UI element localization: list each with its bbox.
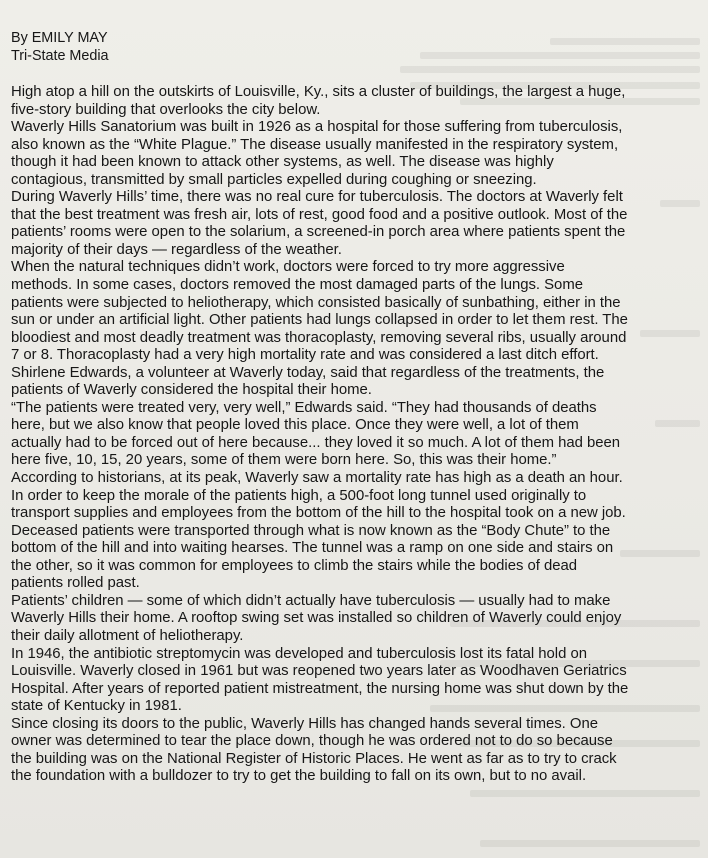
paragraph-line: According to historians, at its peak, Waverly saw a mortality rate has high as a death an hour. bbox=[11, 470, 623, 487]
article-paragraph bbox=[11, 593, 701, 646]
paragraph-line: that the best treatment was fresh air, lots of rest, good food and a positive outlook. Most of the bbox=[11, 206, 628, 223]
paragraph-line: Patients’ children — some of which didn’t actually have tuberculosis — usually had to make bbox=[11, 592, 611, 609]
paragraph-line: During Waverly Hills’ time, there was no real cure for tuberculosis. The doctors at Waverly felt bbox=[11, 189, 623, 206]
article-paragraph bbox=[11, 646, 701, 716]
byline-outlet: Tri-State Media bbox=[11, 47, 109, 64]
article-paragraph bbox=[11, 119, 701, 189]
paragraph-line: majority of their days — regardless of the weather. bbox=[11, 241, 342, 258]
paragraph-line: Waverly Hills their home. A rooftop swing set was installed so children of Waverly could enjoy bbox=[11, 610, 622, 627]
article-body bbox=[11, 84, 701, 786]
article-paragraph bbox=[11, 716, 701, 786]
paragraph-line: actually had to be forced out of here because... they loved it so much. A lot of them had been bbox=[11, 434, 621, 451]
paragraph-line: sun or under an artificial light. Other patients had lungs collapsed in order to let them rest. The bbox=[11, 312, 628, 329]
article bbox=[11, 30, 701, 786]
paragraph-line: patients were subjected to heliotherapy, which consisted basically of sunbathing, either in the bbox=[11, 294, 621, 311]
paragraph-line: here, but we also know that people loved this place. Once they were well, a lot of them bbox=[11, 417, 579, 434]
paragraph-line: contagious, transmitted by small particles expelled during coughing or sneezing. bbox=[11, 171, 537, 188]
article-paragraph bbox=[11, 84, 701, 119]
paragraph-line: owner was determined to tear the place down, though he was ordered not to do so because bbox=[11, 733, 613, 750]
paragraph-line: patients of Waverly considered the hospital their home. bbox=[11, 382, 372, 399]
paragraph-line: Shirlene Edwards, a volunteer at Waverly today, said that regardless of the treatments, the bbox=[11, 364, 605, 381]
paragraph-line: also known as the “White Plague.” The disease usually manifested in the respiratory system, bbox=[11, 136, 619, 153]
article-paragraph bbox=[11, 365, 701, 400]
paragraph-line: bottom of the hill and into waiting hearses. The tunnel was a ramp on one side and stairs on bbox=[11, 540, 614, 557]
paragraph-line: High atop a hill on the outskirts of Louisville, Ky., sits a cluster of buildings, the largest a huge, bbox=[11, 84, 626, 100]
paragraph-line: patients rolled past. bbox=[11, 575, 140, 592]
paragraph-line: state of Kentucky in 1981. bbox=[11, 698, 182, 715]
paragraph-line: Deceased patients were transported through what is now known as the “Body Chute” to the bbox=[11, 522, 611, 539]
paragraph-line: In order to keep the morale of the patients high, a 500-foot long tunnel used originally to bbox=[11, 487, 587, 504]
paragraph-line: the building was on the National Register of Historic Places. He went as far as to try to crack bbox=[11, 750, 617, 767]
paragraph-line: five-story building that overlooks the city below. bbox=[11, 101, 321, 118]
article-paragraph bbox=[11, 400, 701, 470]
paragraph-line: Waverly Hills Sanatorium was built in 1926 as a hospital for those suffering from tuberculosis, bbox=[11, 119, 623, 136]
byline-spacer bbox=[11, 65, 701, 84]
paragraph-line: “The patients were treated very, very well,” Edwards said. “They had thousands of deaths bbox=[11, 399, 597, 416]
paragraph-line: methods. In some cases, doctors removed the most damaged parts of the lungs. Some bbox=[11, 277, 583, 294]
paragraph-line: Louisville. Waverly closed in 1961 but was reopened two years later as Woodhaven Geriatrics bbox=[11, 663, 627, 680]
paragraph-line: bloodiest and most deadly treatment was thoracoplasty, removing several ribs, usually around bbox=[11, 329, 627, 346]
paragraph-line: the other, so it was common for employees to climb the stairs while the bodies of dead bbox=[11, 557, 578, 574]
paragraph-line: transport supplies and employees from the bottom of the hill to the hospital took on a new job. bbox=[11, 505, 626, 522]
paragraph-line: Since closing its doors to the public, Waverly Hills has changed hands several times. One bbox=[11, 715, 598, 732]
article-paragraph bbox=[11, 189, 701, 259]
paragraph-line: In 1946, the antibiotic streptomycin was developed and tuberculosis lost its fatal hold on bbox=[11, 645, 587, 662]
paragraph-line: though it had been known to attack other systems, as well. The disease was highly bbox=[11, 154, 554, 171]
paragraph-line: the foundation with a bulldozer to try to get the building to fall on its own, but to no avail. bbox=[11, 768, 587, 785]
article-paragraph bbox=[11, 259, 701, 364]
paragraph-line: 7 or 8. Thoracoplasty had a very high mortality rate and was considered a last ditch effort. bbox=[11, 347, 599, 364]
paragraph-line: patients’ rooms were open to the solarium, a screened-in porch area where patients spent the bbox=[11, 224, 626, 241]
byline-author: By EMILY MAY bbox=[11, 30, 108, 46]
article-paragraph bbox=[11, 470, 701, 593]
paragraph-line: When the natural techniques didn’t work, doctors were forced to try more aggressive bbox=[11, 259, 565, 276]
paragraph-line: their daily allotment of heliotherapy. bbox=[11, 627, 244, 644]
paragraph-line: Hospital. After years of reported patient mistreatment, the nursing home was shut down by the bbox=[11, 680, 629, 697]
paragraph-line: here five, 10, 15, 20 years, some of them were born here. So, this was their home.” bbox=[11, 452, 557, 469]
